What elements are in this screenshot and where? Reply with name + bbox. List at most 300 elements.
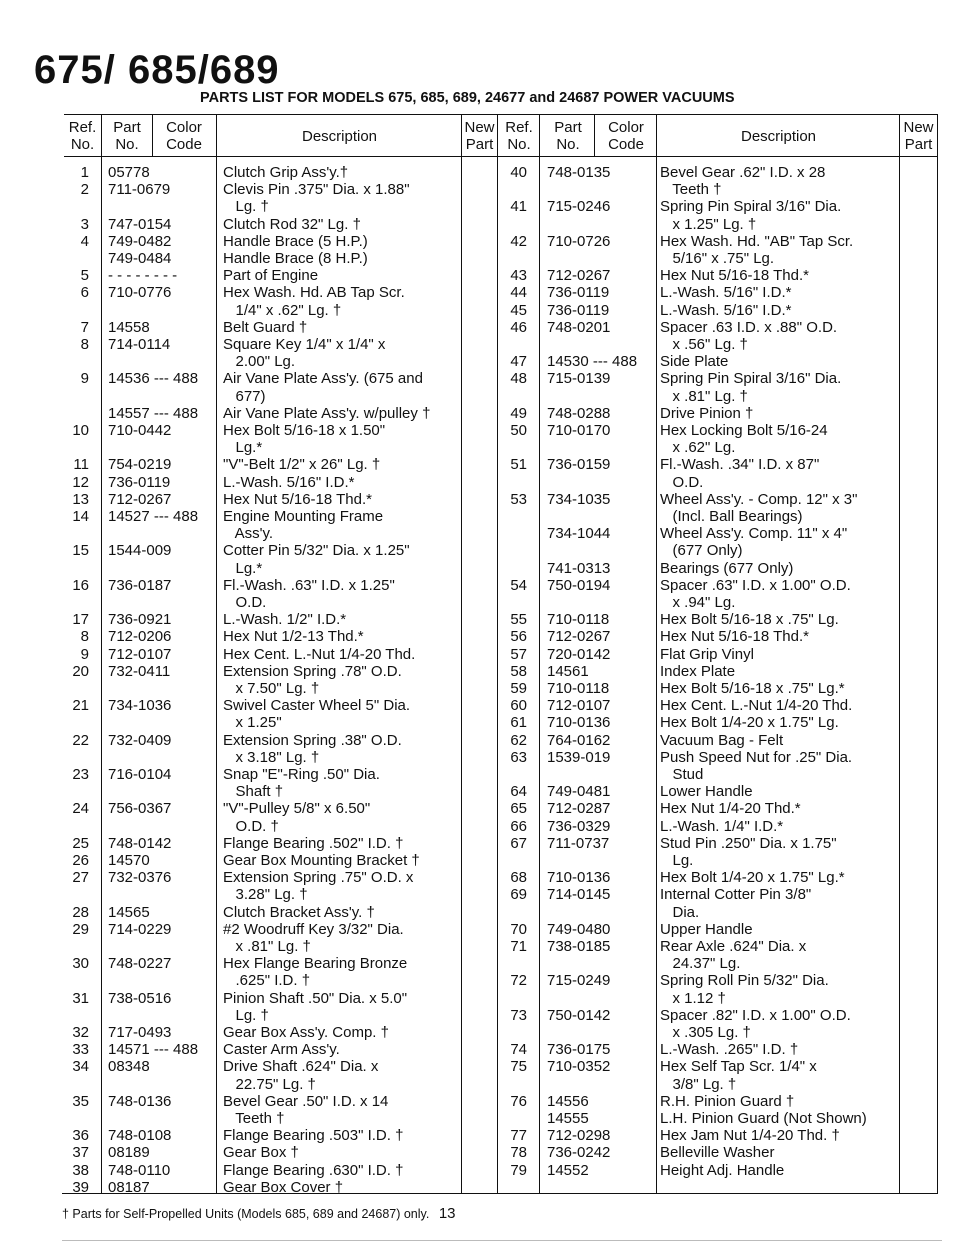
part-description: Hex Nut 5/16-18 Thd.* xyxy=(223,490,372,508)
part-no: 732-0411 xyxy=(108,662,171,680)
table-row xyxy=(64,749,938,766)
ref-no: 65 xyxy=(510,800,527,818)
part-description: Shaft † xyxy=(223,783,284,801)
part-description: Flange Bearing .503" I.D. † xyxy=(223,1127,404,1145)
table-row xyxy=(64,1058,938,1075)
part-no: 14558 xyxy=(108,318,150,336)
part-description: Hex Jam Nut 1/4-20 Thd. † xyxy=(660,1127,840,1145)
part-description: Dia. xyxy=(660,903,700,921)
part-no: 749-0482 xyxy=(108,232,172,250)
ref-no: 57 xyxy=(510,645,527,663)
part-no: 741-0313 xyxy=(547,559,611,577)
ref-no: 64 xyxy=(510,783,527,801)
part-no: 715-0249 xyxy=(547,972,611,990)
table-row xyxy=(64,800,938,817)
table-row xyxy=(64,921,938,938)
part-description: x .56" Lg. † xyxy=(660,336,748,353)
table-row xyxy=(64,680,938,697)
header-ref: Ref. No. xyxy=(68,119,97,153)
part-description: Vacuum Bag - Felt xyxy=(660,731,784,749)
part-no: 712-0267 xyxy=(547,267,611,285)
part-description: L.-Wash. 5/16" I.D.* xyxy=(223,473,355,491)
table-row xyxy=(64,181,938,198)
part-description: Swivel Caster Wheel 5" Dia. xyxy=(223,697,411,715)
part-no: 749-0480 xyxy=(547,920,611,938)
part-no: 750-0194 xyxy=(547,576,611,594)
part-description: x 1.12 † xyxy=(660,989,726,1007)
part-no: 748-0288 xyxy=(547,404,611,422)
table-row xyxy=(64,525,938,542)
part-description: Gear Box Cover † xyxy=(223,1178,344,1196)
part-description: Snap "E"-Ring .50" Dia. xyxy=(223,766,380,783)
part-description: Spring Roll Pin 5/32" Dia. xyxy=(660,972,829,990)
part-no: 748-0142 xyxy=(108,834,172,852)
table-row xyxy=(64,646,938,663)
ref-no: 66 xyxy=(510,817,527,835)
ref-no: 58 xyxy=(510,662,527,680)
part-no: 748-0136 xyxy=(108,1092,172,1110)
part-description: Gear Box † xyxy=(223,1144,299,1162)
part-description: Wheel Ass'y. Comp. 11" x 4" xyxy=(660,525,848,543)
part-description: Hex Nut 5/16-18 Thd.* xyxy=(660,628,809,646)
part-description: 677) xyxy=(223,387,266,405)
part-description: Stud Pin .250" Dia. x 1.75" xyxy=(660,834,837,852)
part-description: Hex Locking Bolt 5/16-24 xyxy=(660,422,828,439)
ref-no: 61 xyxy=(510,714,527,732)
part-no: 1544-009 xyxy=(108,542,172,560)
ref-no: 24 xyxy=(72,800,89,818)
part-description: Hex Bolt 5/16-18 x .75" Lg.* xyxy=(660,680,845,697)
ref-no: 74 xyxy=(510,1041,527,1059)
part-description: Lg. † xyxy=(223,1006,269,1024)
ref-no: 8 xyxy=(80,628,89,646)
part-no: 715-0246 xyxy=(547,198,611,216)
part-no: 710-0726 xyxy=(547,232,611,250)
table-row xyxy=(64,783,938,800)
part-description: Pinion Shaft .50" Dia. x 5.0" xyxy=(223,989,408,1007)
ref-no: 6 xyxy=(80,284,89,302)
part-no: 710-0170 xyxy=(547,422,611,439)
part-no: 736-0119 xyxy=(547,301,610,319)
part-no: 711-0679 xyxy=(108,181,171,199)
ref-no: 15 xyxy=(72,542,89,560)
table-row xyxy=(64,233,938,250)
ref-no: 16 xyxy=(72,576,89,594)
part-description: Gear Box Mounting Bracket † xyxy=(223,852,420,869)
part-no: 732-0409 xyxy=(108,731,172,749)
part-description: Belleville Washer xyxy=(660,1144,775,1162)
part-no: 736-0329 xyxy=(547,817,611,835)
part-description: O.D. † xyxy=(223,817,279,835)
ref-no: 7 xyxy=(80,318,89,336)
part-description: Lower Handle xyxy=(660,783,753,801)
part-no: 710-0442 xyxy=(108,422,172,439)
part-description: Hex Bolt 1/4-20 x 1.75" Lg.* xyxy=(660,869,845,887)
part-no: 715-0139 xyxy=(547,370,611,388)
ref-no: 77 xyxy=(510,1127,527,1145)
part-description: Clevis Pin .375" Dia. x 1.88" xyxy=(223,181,410,199)
part-description: Fl.-Wash. .63" I.D. x 1.25" xyxy=(223,576,395,594)
col-divider xyxy=(594,114,595,156)
part-no: 08189 xyxy=(108,1144,150,1162)
part-description: Spring Pin Spiral 3/16" Dia. xyxy=(660,370,842,388)
part-no: 710-0118 xyxy=(547,611,610,629)
header-rule xyxy=(64,156,938,157)
part-description: Index Plate xyxy=(660,662,736,680)
part-no: 08348 xyxy=(108,1058,150,1076)
table-row xyxy=(64,886,938,903)
part-description: 3/8" Lg. † xyxy=(660,1075,737,1093)
part-description: Upper Handle xyxy=(660,920,753,938)
part-no: 720-0142 xyxy=(547,645,611,663)
part-no: 738-0516 xyxy=(108,989,172,1007)
part-description: R.H. Pinion Guard † xyxy=(660,1092,795,1110)
part-no: 756-0367 xyxy=(108,800,172,818)
table-row xyxy=(64,284,938,301)
table-row xyxy=(64,955,938,972)
header-color: Color Code xyxy=(608,119,644,153)
part-description: Belt Guard † xyxy=(223,318,308,336)
ref-no: 72 xyxy=(510,972,527,990)
part-description: 1/4" x .62" Lg. † xyxy=(223,301,342,319)
part-description: Lg. xyxy=(660,852,694,869)
ref-no: 51 xyxy=(510,456,527,474)
table-row xyxy=(64,267,938,284)
part-description: Hex Self Tap Scr. 1/4" x xyxy=(660,1058,817,1076)
part-no: 736-0921 xyxy=(108,611,172,629)
part-no: 712-0298 xyxy=(547,1127,611,1145)
part-no: 738-0185 xyxy=(547,938,611,955)
ref-no: 68 xyxy=(510,869,527,887)
part-description: 3.28" Lg. † xyxy=(223,886,308,904)
table-row xyxy=(64,336,938,353)
header-description: Description xyxy=(740,128,817,145)
ref-no: 50 xyxy=(510,422,527,439)
table-row xyxy=(64,216,938,233)
part-no: 712-0107 xyxy=(547,697,611,715)
table-row xyxy=(64,594,938,611)
part-description: "V"-Pulley 5/8" x 6.50" xyxy=(223,800,371,818)
table-row xyxy=(64,560,938,577)
ref-no: 20 xyxy=(72,662,89,680)
ref-no: 73 xyxy=(510,1006,527,1024)
part-description: Hex Bolt 5/16-18 x 1.50" xyxy=(223,422,386,439)
table-row xyxy=(64,904,938,921)
part-description: #2 Woodruff Key 3/32" Dia. xyxy=(223,920,404,938)
part-description: Air Vane Plate Ass'y. (675 and xyxy=(223,370,423,388)
part-no: 710-0776 xyxy=(108,284,172,302)
part-no: 764-0162 xyxy=(547,731,611,749)
part-description: L.-Wash. 1/4" I.D.* xyxy=(660,817,784,835)
table-row xyxy=(64,542,938,559)
part-description: Side Plate xyxy=(660,353,729,371)
part-description: Hex Cent. L.-Nut 1/4-20 Thd. xyxy=(223,645,416,663)
ref-no: 43 xyxy=(510,267,527,285)
part-description: Ass'y. xyxy=(223,525,274,543)
table-row xyxy=(64,1144,938,1161)
part-description: Hex Wash. Hd. AB Tap Scr. xyxy=(223,284,405,302)
part-description: Hex Flange Bearing Bronze xyxy=(223,955,408,973)
table-row xyxy=(64,388,938,405)
page-bottom-rule xyxy=(62,1240,942,1241)
part-description: x .81" Lg. † xyxy=(223,938,311,955)
ref-no: 40 xyxy=(510,164,527,181)
part-description: Extension Spring .75" O.D. x xyxy=(223,869,414,887)
table-row xyxy=(64,818,938,835)
part-no: 736-0159 xyxy=(547,456,611,474)
table-row xyxy=(64,577,938,594)
part-description: .625" I.D. † xyxy=(223,972,311,990)
part-description: Extension Spring .38" O.D. xyxy=(223,731,402,749)
table-row xyxy=(64,1110,938,1127)
part-no: 716-0104 xyxy=(108,766,172,783)
ref-no: 31 xyxy=(72,989,89,1007)
part-description: Drive Shaft .624" Dia. x xyxy=(223,1058,379,1076)
ref-no: 2 xyxy=(80,181,89,199)
table-row xyxy=(64,714,938,731)
part-no: 748-0227 xyxy=(108,955,172,973)
part-no: 747-0154 xyxy=(108,215,172,233)
table-row xyxy=(64,405,938,422)
ref-no: 23 xyxy=(72,766,89,783)
table-row xyxy=(64,370,938,387)
ref-no: 26 xyxy=(72,852,89,869)
part-description: Bevel Gear .50" I.D. x 14 xyxy=(223,1092,389,1110)
part-description: Flat Grip Vinyl xyxy=(660,645,754,663)
part-description: O.D. xyxy=(660,473,704,491)
ref-no: 69 xyxy=(510,886,527,904)
part-no: 736-0187 xyxy=(108,576,172,594)
ref-no: 28 xyxy=(72,903,89,921)
table-row xyxy=(64,456,938,473)
part-no: 712-0206 xyxy=(108,628,172,646)
part-no: 14552 xyxy=(547,1161,589,1179)
part-description: Bearings (677 Only) xyxy=(660,559,794,577)
table-row xyxy=(64,835,938,852)
ref-no: 29 xyxy=(72,920,89,938)
ref-no: 33 xyxy=(72,1041,89,1059)
part-no: 736-0119 xyxy=(547,284,610,302)
ref-no: 55 xyxy=(510,611,527,629)
part-description: Drive Pinion † xyxy=(660,404,754,422)
part-no: 748-0108 xyxy=(108,1127,172,1145)
part-description: Flange Bearing .630" I.D. † xyxy=(223,1161,404,1179)
part-description: 22.75" Lg. † xyxy=(223,1075,316,1093)
table-row xyxy=(64,869,938,886)
part-no: - - - - - - - - xyxy=(108,267,178,285)
ref-no: 21 xyxy=(72,697,89,715)
part-description: x .305 Lg. † xyxy=(660,1024,751,1041)
table-row xyxy=(64,663,938,680)
table-row xyxy=(64,990,938,1007)
part-no: 711-0737 xyxy=(547,834,610,852)
part-description: x 1.25" Lg. † xyxy=(660,215,757,233)
part-description: L.-Wash. 1/2" I.D.* xyxy=(223,611,347,629)
part-no: 749-0481 xyxy=(547,783,611,801)
parts-list-subtitle: PARTS LIST FOR MODELS 675, 685, 689, 24677 and 24687 POWER VACUUMS xyxy=(200,90,735,106)
part-no: 14557 --- 488 xyxy=(108,404,199,422)
part-no: 14530 --- 488 xyxy=(547,353,638,371)
part-description: Teeth † xyxy=(660,181,722,199)
table-row xyxy=(64,1093,938,1110)
part-description: "V"-Belt 1/2" x 26" Lg. † xyxy=(223,456,381,474)
part-description: Hex Nut 5/16-18 Thd.* xyxy=(660,267,809,285)
part-no: 748-0110 xyxy=(108,1161,171,1179)
table-row xyxy=(64,422,938,439)
ref-no: 32 xyxy=(72,1024,89,1041)
part-description: Caster Arm Ass'y. xyxy=(223,1041,340,1059)
part-description: L.-Wash. .265" I.D. † xyxy=(660,1041,799,1059)
table-row xyxy=(64,852,938,869)
ref-no: 3 xyxy=(80,215,89,233)
table-row xyxy=(64,766,938,783)
ref-no: 44 xyxy=(510,284,527,302)
part-no: 14555 xyxy=(547,1110,589,1127)
header-description: Description xyxy=(301,128,378,145)
part-description: x .62" Lg. xyxy=(660,439,736,457)
part-no: 754-0219 xyxy=(108,456,172,474)
col-divider xyxy=(152,114,153,156)
part-no: 734-1035 xyxy=(547,490,611,508)
part-description: 5/16" x .75" Lg. xyxy=(660,250,775,267)
ref-no: 76 xyxy=(510,1092,527,1110)
part-description: Hex Nut 1/2-13 Thd.* xyxy=(223,628,364,646)
part-no: 748-0201 xyxy=(547,318,611,336)
part-description: Lg.* xyxy=(223,559,263,577)
part-description: Fl.-Wash. .34" I.D. x 87" xyxy=(660,456,820,474)
part-no: 710-0352 xyxy=(547,1058,611,1076)
ref-no: 49 xyxy=(510,404,527,422)
part-description: Hex Bolt 5/16-18 x .75" Lg. xyxy=(660,611,839,629)
part-description: Spacer .82" I.D. x 1.00" O.D. xyxy=(660,1006,851,1024)
part-no: 732-0376 xyxy=(108,869,172,887)
part-description: Lg. † xyxy=(223,198,269,216)
part-no: 712-0107 xyxy=(108,645,172,663)
part-description: Gear Box Ass'y. Comp. † xyxy=(223,1024,389,1041)
ref-no: 34 xyxy=(72,1058,89,1076)
part-description: x .81" Lg. † xyxy=(660,387,748,405)
page-number: 13 xyxy=(438,1205,456,1222)
part-description: Clutch Rod 32" Lg. † xyxy=(223,215,361,233)
part-no: 736-0242 xyxy=(547,1144,611,1162)
table-row xyxy=(64,1076,938,1093)
part-description: Flange Bearing .502" I.D. † xyxy=(223,834,404,852)
ref-no: 63 xyxy=(510,748,527,766)
part-description: Hex Cent. L.-Nut 1/4-20 Thd. xyxy=(660,697,853,715)
part-description: L.-Wash. 5/16" I.D.* xyxy=(660,284,792,302)
part-description: Wheel Ass'y. - Comp. 12" x 3" xyxy=(660,490,858,508)
part-no: 714-0229 xyxy=(108,920,172,938)
part-no: 08187 xyxy=(108,1178,150,1196)
table-row xyxy=(64,732,938,749)
part-no: 749-0484 xyxy=(108,250,172,267)
ref-no: 70 xyxy=(510,920,527,938)
ref-no: 78 xyxy=(510,1144,527,1162)
table-row xyxy=(64,1179,938,1196)
ref-no: 75 xyxy=(510,1058,527,1076)
table-row xyxy=(64,474,938,491)
part-description: Cotter Pin 5/32" Dia. x 1.25" xyxy=(223,542,410,560)
ref-no: 45 xyxy=(510,301,527,319)
ref-no: 38 xyxy=(72,1161,89,1179)
ref-no: 53 xyxy=(510,490,527,508)
ref-no: 12 xyxy=(72,473,89,491)
ref-no: 17 xyxy=(72,611,89,629)
part-description: Air Vane Plate Ass'y. w/pulley † xyxy=(223,404,431,422)
ref-no: 5 xyxy=(80,267,89,285)
ref-no: 37 xyxy=(72,1144,89,1162)
part-no: 736-0175 xyxy=(547,1041,611,1059)
part-description: Extension Spring .78" O.D. xyxy=(223,662,402,680)
ref-no: 41 xyxy=(510,198,527,216)
header-color: Color Code xyxy=(166,119,202,153)
part-description: Hex Nut 1/4-20 Thd.* xyxy=(660,800,801,818)
ref-no: 30 xyxy=(72,955,89,973)
part-description: Engine Mounting Frame xyxy=(223,508,384,525)
ref-no: 71 xyxy=(510,938,527,955)
part-description: Hex Wash. Hd. "AB" Tap Scr. xyxy=(660,232,854,250)
part-description: Internal Cotter Pin 3/8" xyxy=(660,886,812,904)
ref-no: 56 xyxy=(510,628,527,646)
page-title: 675/ 685/689 xyxy=(34,48,280,92)
part-no: 712-0267 xyxy=(108,490,172,508)
part-description: x 3.18" Lg. † xyxy=(223,748,320,766)
table-row xyxy=(64,198,938,215)
header-new: New Part xyxy=(464,119,495,153)
part-description: Clutch Grip Ass'y.† xyxy=(223,164,349,181)
part-no: 14571 --- 488 xyxy=(108,1041,199,1059)
ref-no: 14 xyxy=(72,508,89,525)
part-no: 710-0118 xyxy=(547,680,610,697)
ref-no: 62 xyxy=(510,731,527,749)
part-description: x 1.25" xyxy=(223,714,282,732)
part-description: L.-Wash. 5/16" I.D.* xyxy=(660,301,792,319)
ref-no: 9 xyxy=(80,645,89,663)
part-description: Rear Axle .624" Dia. x xyxy=(660,938,807,955)
part-no: 14536 --- 488 xyxy=(108,370,199,388)
table-row xyxy=(64,508,938,525)
parts-table xyxy=(64,114,938,1194)
table-row xyxy=(64,1024,938,1041)
part-description: Spring Pin Spiral 3/16" Dia. xyxy=(660,198,842,216)
part-no: 717-0493 xyxy=(108,1024,172,1041)
part-description: Hex Bolt 1/4-20 x 1.75" Lg. xyxy=(660,714,839,732)
ref-no: 8 xyxy=(80,336,89,353)
table-row xyxy=(64,1162,938,1179)
part-no: 05778 xyxy=(108,164,150,181)
header-part: Part No. xyxy=(113,119,141,153)
part-no: 14556 xyxy=(547,1092,589,1110)
header-part: Part No. xyxy=(554,119,582,153)
part-no: 1539-019 xyxy=(547,748,611,766)
part-no: 734-1044 xyxy=(547,525,611,543)
ref-no: 9 xyxy=(80,370,89,388)
part-description: Spacer .63" I.D. x 1.00" O.D. xyxy=(660,576,851,594)
table-row xyxy=(64,938,938,955)
header-ref: Ref. No. xyxy=(505,119,533,153)
table-row xyxy=(64,164,938,181)
table-row xyxy=(64,439,938,456)
part-description: Bevel Gear .62" I.D. x 28 xyxy=(660,164,826,181)
footnote xyxy=(62,1205,456,1222)
part-no: 714-0145 xyxy=(547,886,611,904)
part-description: Teeth † xyxy=(223,1110,285,1127)
part-description: Square Key 1/4" x 1/4" x xyxy=(223,336,386,353)
part-description: Lg.* xyxy=(223,439,263,457)
part-description: (677 Only) xyxy=(660,542,743,560)
ref-no: 42 xyxy=(510,232,527,250)
part-no: 712-0267 xyxy=(547,628,611,646)
